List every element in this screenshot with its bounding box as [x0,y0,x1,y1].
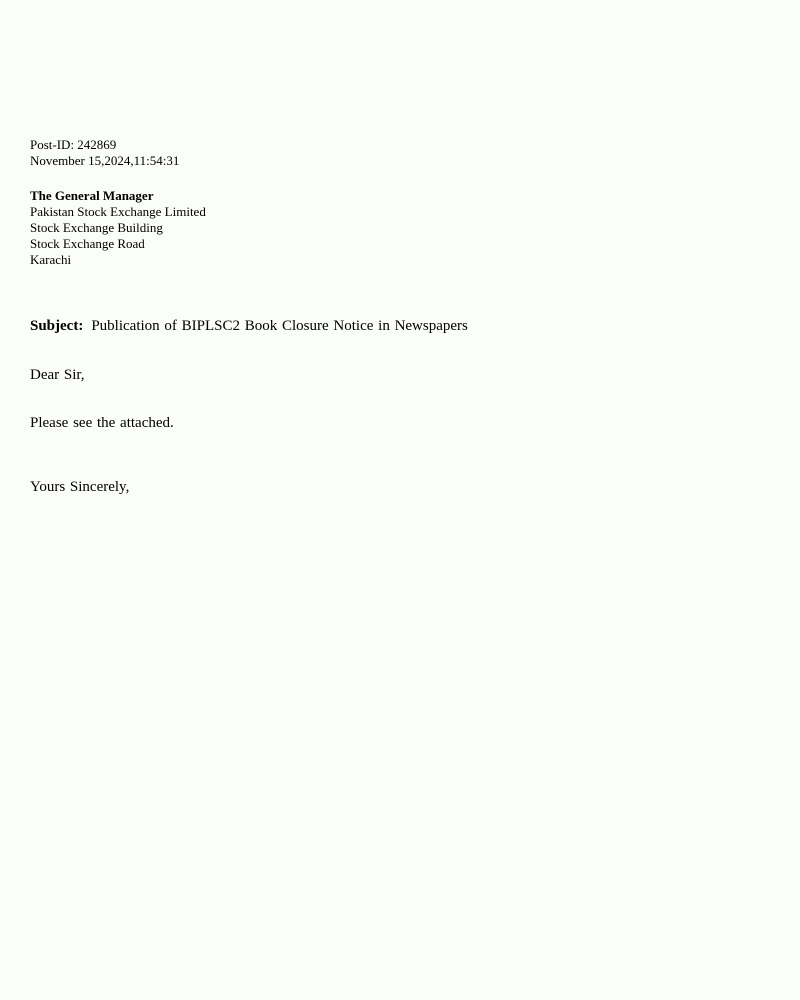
recipient-address-line: Stock Exchange Building [30,220,163,235]
body-text: Please see the attached. [30,415,174,431]
date-line: November 15,2024,11:54:31 [30,153,180,168]
subject-label: Subject: [30,318,84,334]
recipient-address-line: Pakistan Stock Exchange Limited [30,204,206,219]
recipient-title: The General Manager [30,188,154,203]
closing: Yours Sincerely, [30,479,130,495]
letter-meta [30,137,179,169]
salutation: Dear Sir, [30,367,85,383]
subject-text: Publication of BIPLSC2 Book Closure Notice in Newspapers [91,318,468,334]
recipient-address-line: Karachi [30,252,72,267]
subject-line [30,317,468,336]
post-id-line: Post-ID: 242869 [30,137,117,152]
recipient-address-line: Stock Exchange Road [30,236,145,251]
recipient-address [30,188,206,268]
